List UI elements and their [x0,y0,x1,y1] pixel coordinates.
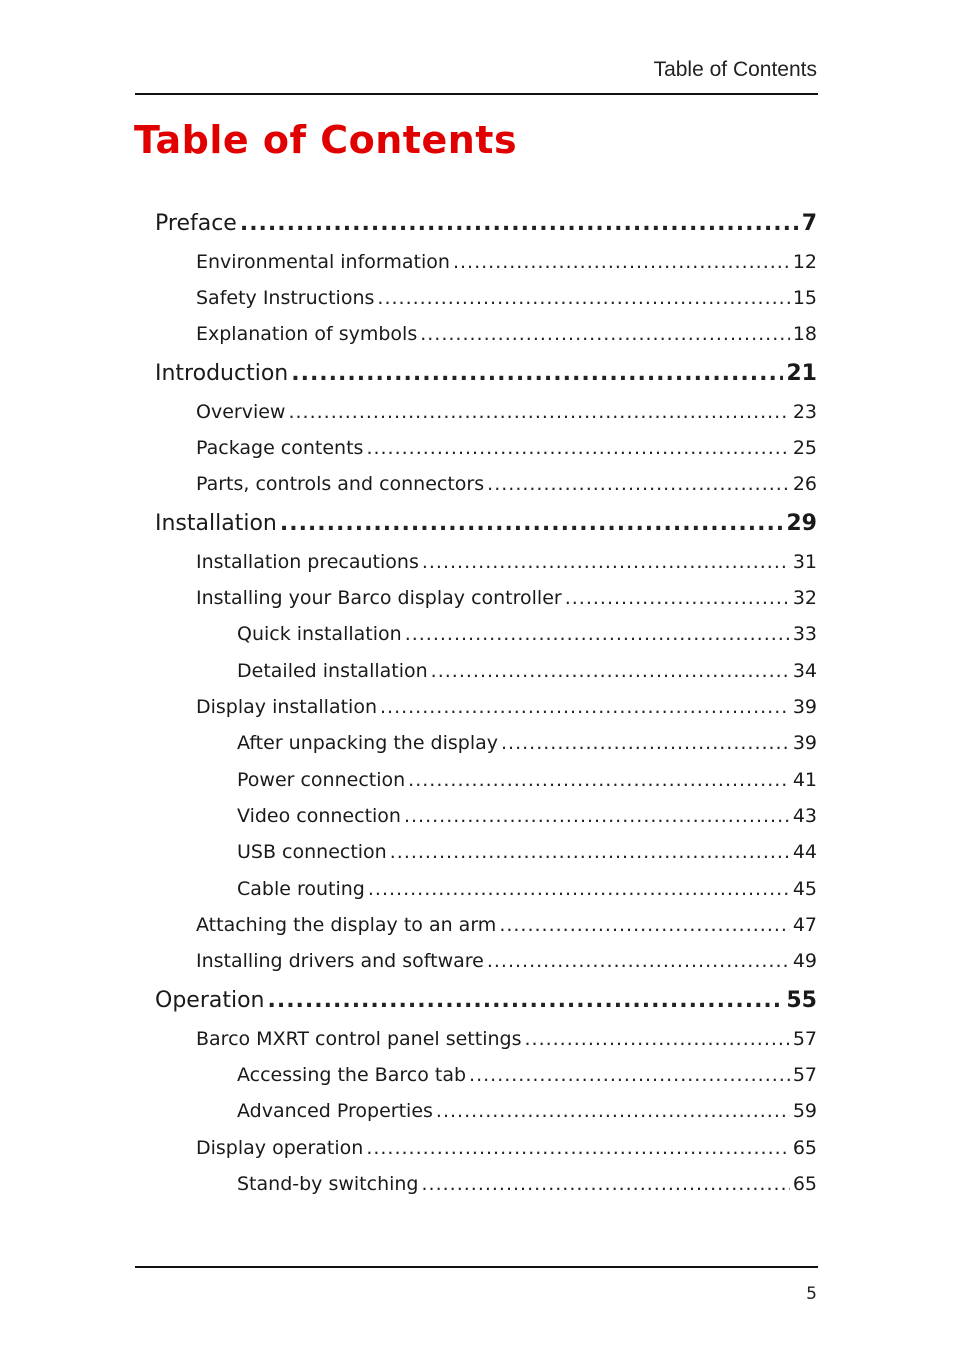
toc-entry-page: 41 [792,769,817,791]
toc-entry-label: Display operation [196,1137,364,1159]
toc-entry-label: Attaching the display to an arm [196,914,497,936]
toc-entry-label: Environmental information [196,251,450,273]
toc-entry-level1[interactable] [155,361,817,386]
toc-entry-level2[interactable] [196,1028,817,1050]
toc-entry-label: Installation [155,511,277,536]
toc-entry-label: Video connection [237,805,401,827]
dot-leader [288,401,789,423]
toc-entry-level1[interactable] [155,511,817,536]
dot-leader [366,437,789,459]
footer-rule [135,1266,818,1268]
toc-entry-level2[interactable] [196,587,817,609]
toc-entry-page: 7 [801,211,817,236]
toc-entry-page: 12 [792,251,817,273]
toc-entry-label: Operation [155,988,265,1013]
toc-entry-page: 31 [792,551,817,573]
toc-entry-page: 65 [792,1173,817,1195]
dot-leader [280,511,784,536]
toc-entry-level2[interactable] [196,551,817,573]
toc-entry-page: 18 [792,323,817,345]
toc-entry-label: After unpacking the display [237,732,499,754]
header-rule [135,93,818,95]
dot-leader [487,950,790,972]
toc-entry-page: 29 [786,511,817,536]
toc-entry-page: 59 [792,1100,817,1122]
toc-entry-label: Power connection [237,769,406,791]
toc-entry-label: Advanced Properties [237,1100,433,1122]
toc-entry-level2[interactable] [196,251,817,273]
dot-leader [453,251,790,273]
toc-entry-level3[interactable] [237,805,817,827]
toc-entry-label: Quick installation [237,623,402,645]
toc-entry-label: Detailed installation [237,660,428,682]
toc-entry-label: Explanation of symbols [196,323,418,345]
toc-entry-level2[interactable] [196,401,817,423]
toc-entry-page: 44 [792,841,817,863]
running-header: Table of Contents [653,58,817,81]
dot-leader [366,1137,790,1159]
dot-leader [422,1173,790,1195]
dot-leader [390,841,790,863]
dot-leader [405,623,790,645]
toc-entry-level3[interactable] [237,1173,817,1195]
toc-entry-page: 21 [786,361,817,386]
toc-entry-page: 45 [792,878,817,900]
toc-entry-label: Cable routing [237,878,365,900]
toc-entry-label: Accessing the Barco tab [237,1064,467,1086]
toc-entry-page: 57 [792,1064,817,1086]
toc-entry-page: 65 [792,1137,817,1159]
toc-entry-level1[interactable] [155,988,817,1013]
page-number: 5 [806,1284,817,1304]
toc-entry-label: Package contents [196,437,364,459]
toc-entry-label: Installing your Barco display controller [196,587,562,609]
dot-leader [469,1064,790,1086]
toc-entry-level3[interactable] [237,769,817,791]
dot-leader [240,211,799,236]
toc-entry-level2[interactable] [196,1137,817,1159]
dot-leader [499,914,790,936]
toc-entry-page: 39 [792,696,817,718]
toc-entry-level3[interactable] [237,1100,817,1122]
toc-entry-page: 39 [792,732,817,754]
toc-entry-label: Safety Instructions [196,287,375,309]
toc-entry-page: 32 [792,587,817,609]
dot-leader [380,696,790,718]
dot-leader [565,587,790,609]
toc-entry-level2[interactable] [196,473,817,495]
toc-entry-page: 47 [792,914,817,936]
toc-entry-label: Barco MXRT control panel settings [196,1028,522,1050]
toc-entry-page: 33 [792,623,817,645]
dot-leader [487,473,790,495]
toc-entry-label: Installing drivers and software [196,950,484,972]
toc-entry-level1[interactable] [155,211,817,236]
dot-leader [501,732,790,754]
toc-entry-label: Installation precautions [196,551,419,573]
toc-entry-page: 23 [792,401,817,423]
toc-entry-label: Parts, controls and connectors [196,473,485,495]
dot-leader [436,1100,790,1122]
dot-leader [377,287,789,309]
toc-entry-page: 49 [792,950,817,972]
toc-entry-page: 55 [786,988,817,1013]
toc-entry-level2[interactable] [196,914,817,936]
toc-entry-page: 43 [792,805,817,827]
toc-entry-level2[interactable] [196,696,817,718]
toc-entry-label: Overview [196,401,286,423]
dot-leader [524,1028,789,1050]
dot-leader [404,805,790,827]
dot-leader [431,660,790,682]
toc-entry-level3[interactable] [237,732,817,754]
dot-leader [291,361,783,386]
dot-leader [267,988,783,1013]
toc-entry-page: 34 [792,660,817,682]
toc-entry-level3[interactable] [237,878,817,900]
toc-entry-level3[interactable] [237,1064,817,1086]
toc-entry-level2[interactable] [196,437,817,459]
toc-entry-level3[interactable] [237,660,817,682]
toc-entry-level2[interactable] [196,323,817,345]
toc-entry-label: Introduction [155,361,289,386]
toc-entry-level2[interactable] [196,950,817,972]
toc-entry-label: Stand-by switching [237,1173,419,1195]
dot-leader [368,878,790,900]
toc-entry-page: 25 [792,437,817,459]
toc-entry-label: USB connection [237,841,387,863]
page-title: Table of Contents [134,118,518,162]
toc-entry-label: Display installation [196,696,377,718]
dot-leader [420,323,790,345]
toc-entry-level2[interactable] [196,287,817,309]
toc-entry-page: 57 [792,1028,817,1050]
toc-entry-page: 15 [792,287,817,309]
toc-entry-level3[interactable] [237,841,817,863]
dot-leader [408,769,790,791]
toc-entry-level3[interactable] [237,623,817,645]
dot-leader [422,551,790,573]
toc-entry-label: Preface [155,211,237,236]
toc-entry-page: 26 [792,473,817,495]
